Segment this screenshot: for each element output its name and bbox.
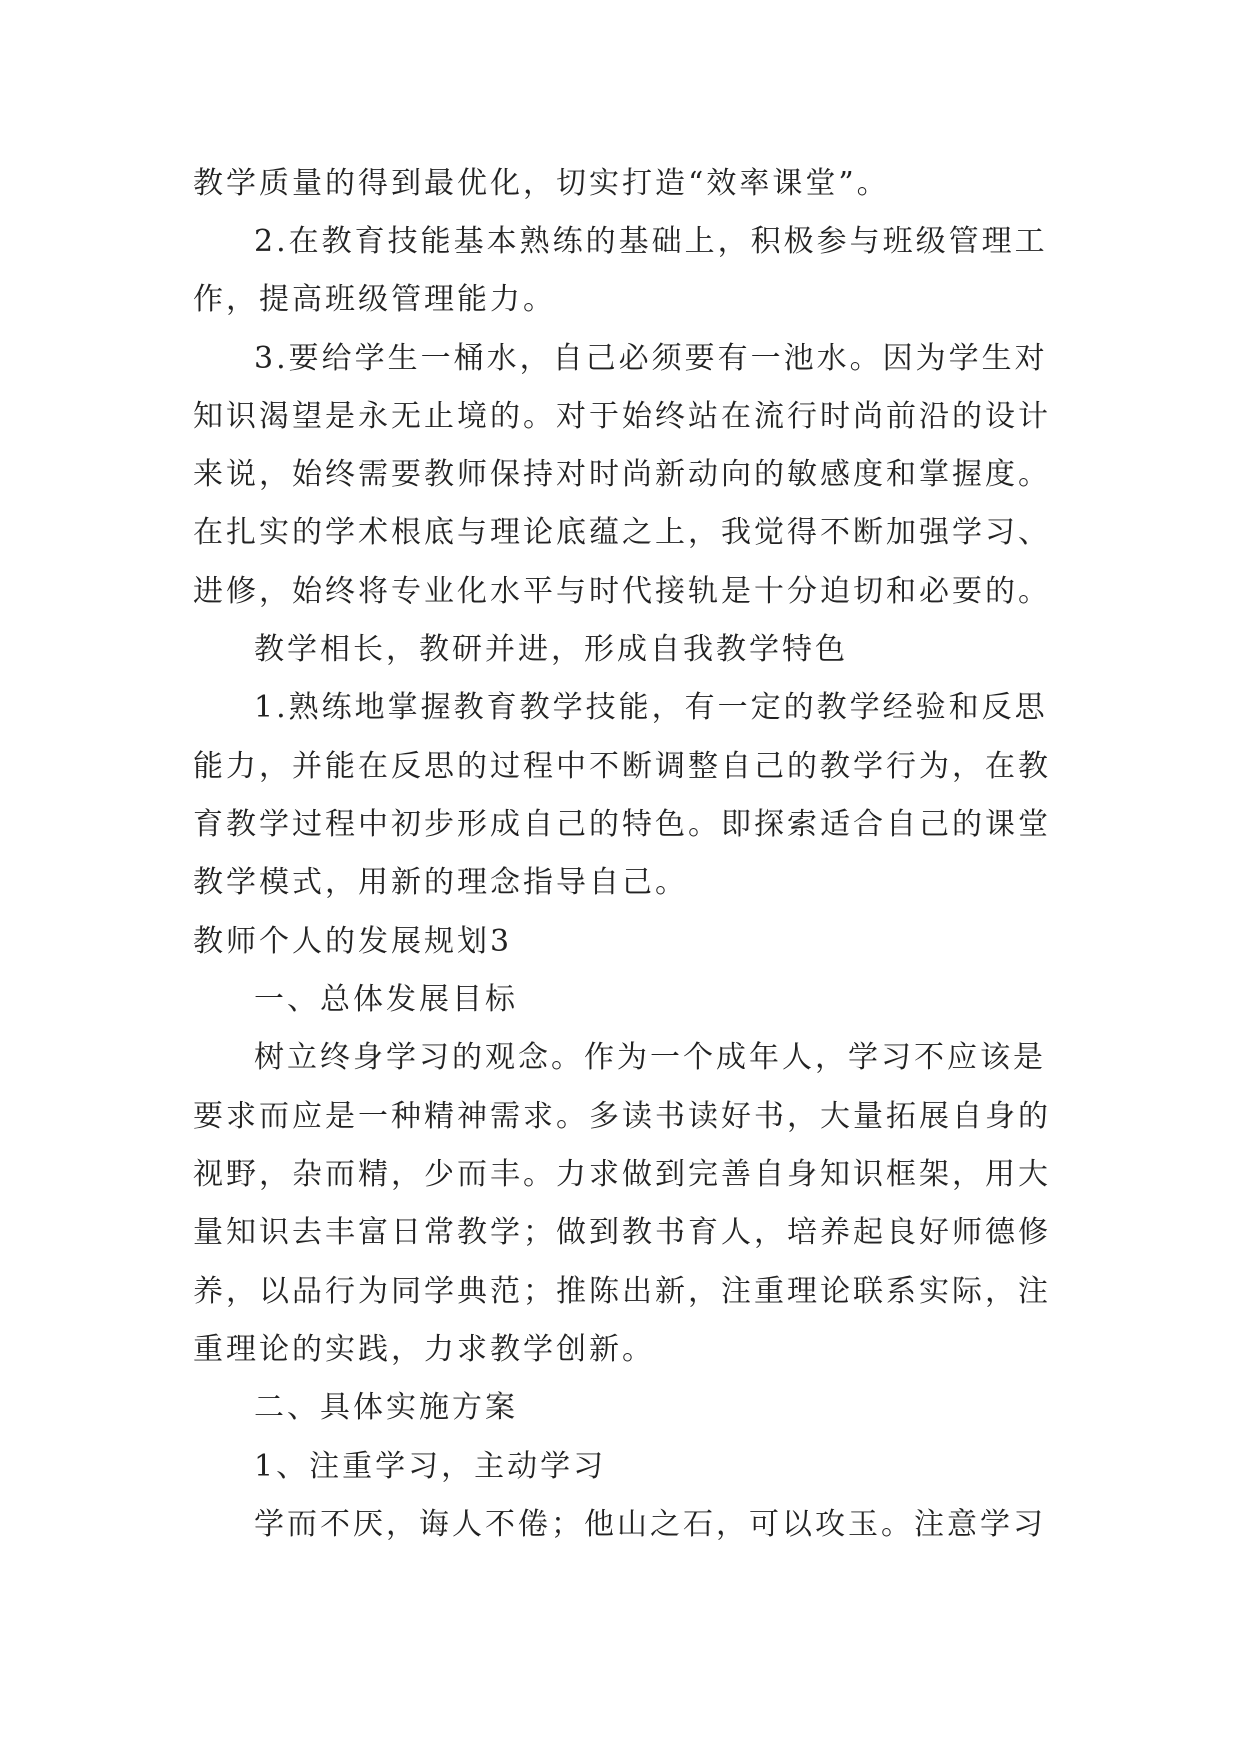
text-line: 育教学过程中初步形成自己的特色。即探索适合自己的课堂	[193, 807, 1051, 842]
text-line: 养，以品行为同学典范；推陈出新，注重理论联系实际，注	[193, 1274, 1051, 1309]
section-subheading: 一、总体发展目标	[254, 982, 518, 1017]
section-title: 教师个人的发展规划3	[193, 924, 513, 959]
text-line: 知识渴望是永无止境的。对于始终站在流行时尚前沿的设计	[193, 399, 1051, 434]
text-line: 教学质量的得到最优化，切实打造“效率课堂”。	[193, 166, 890, 201]
text-line: 量知识去丰富日常教学；做到教书育人，培养起良好师德修	[193, 1215, 1051, 1250]
text-line: 2.在教育技能基本熟练的基础上，积极参与班级管理工	[254, 224, 1048, 259]
text-line: 要求而应是一种精神需求。多读书读好书，大量拓展自身的	[193, 1099, 1051, 1134]
text-line: 教学模式，用新的理念指导自己。	[193, 865, 688, 900]
text-line: 视野，杂而精，少而丰。力求做到完善自身知识框架，用大	[193, 1157, 1051, 1192]
text-line: 来说，始终需要教师保持对时尚新动向的敏感度和掌握度。	[193, 457, 1051, 492]
text-line: 在扎实的学术根底与理论底蕴之上，我觉得不断加强学习、	[193, 515, 1051, 550]
text-line: 学而不厌，诲人不倦；他山之石，可以攻玉。注意学习	[254, 1507, 1046, 1542]
text-line: 3.要给学生一桶水，自己必须要有一池水。因为学生对	[254, 341, 1048, 376]
text-line: 树立终身学习的观念。作为一个成年人，学习不应该是	[254, 1040, 1046, 1075]
text-line: 作，提高班级管理能力。	[193, 282, 556, 317]
text-line: 重理论的实践，力求教学创新。	[193, 1332, 655, 1367]
section-subheading: 二、具体实施方案	[254, 1390, 518, 1425]
text-line: 1.熟练地掌握教育教学技能，有一定的教学经验和反思	[254, 690, 1048, 725]
section-subheading: 教学相长，教研并进，形成自我教学特色	[254, 632, 848, 667]
text-line: 进修，始终将专业化水平与时代接轨是十分迫切和必要的。	[193, 574, 1051, 609]
text-line: 能力，并能在反思的过程中不断调整自己的教学行为，在教	[193, 749, 1051, 784]
section-subheading: 1、注重学习，主动学习	[254, 1449, 607, 1484]
